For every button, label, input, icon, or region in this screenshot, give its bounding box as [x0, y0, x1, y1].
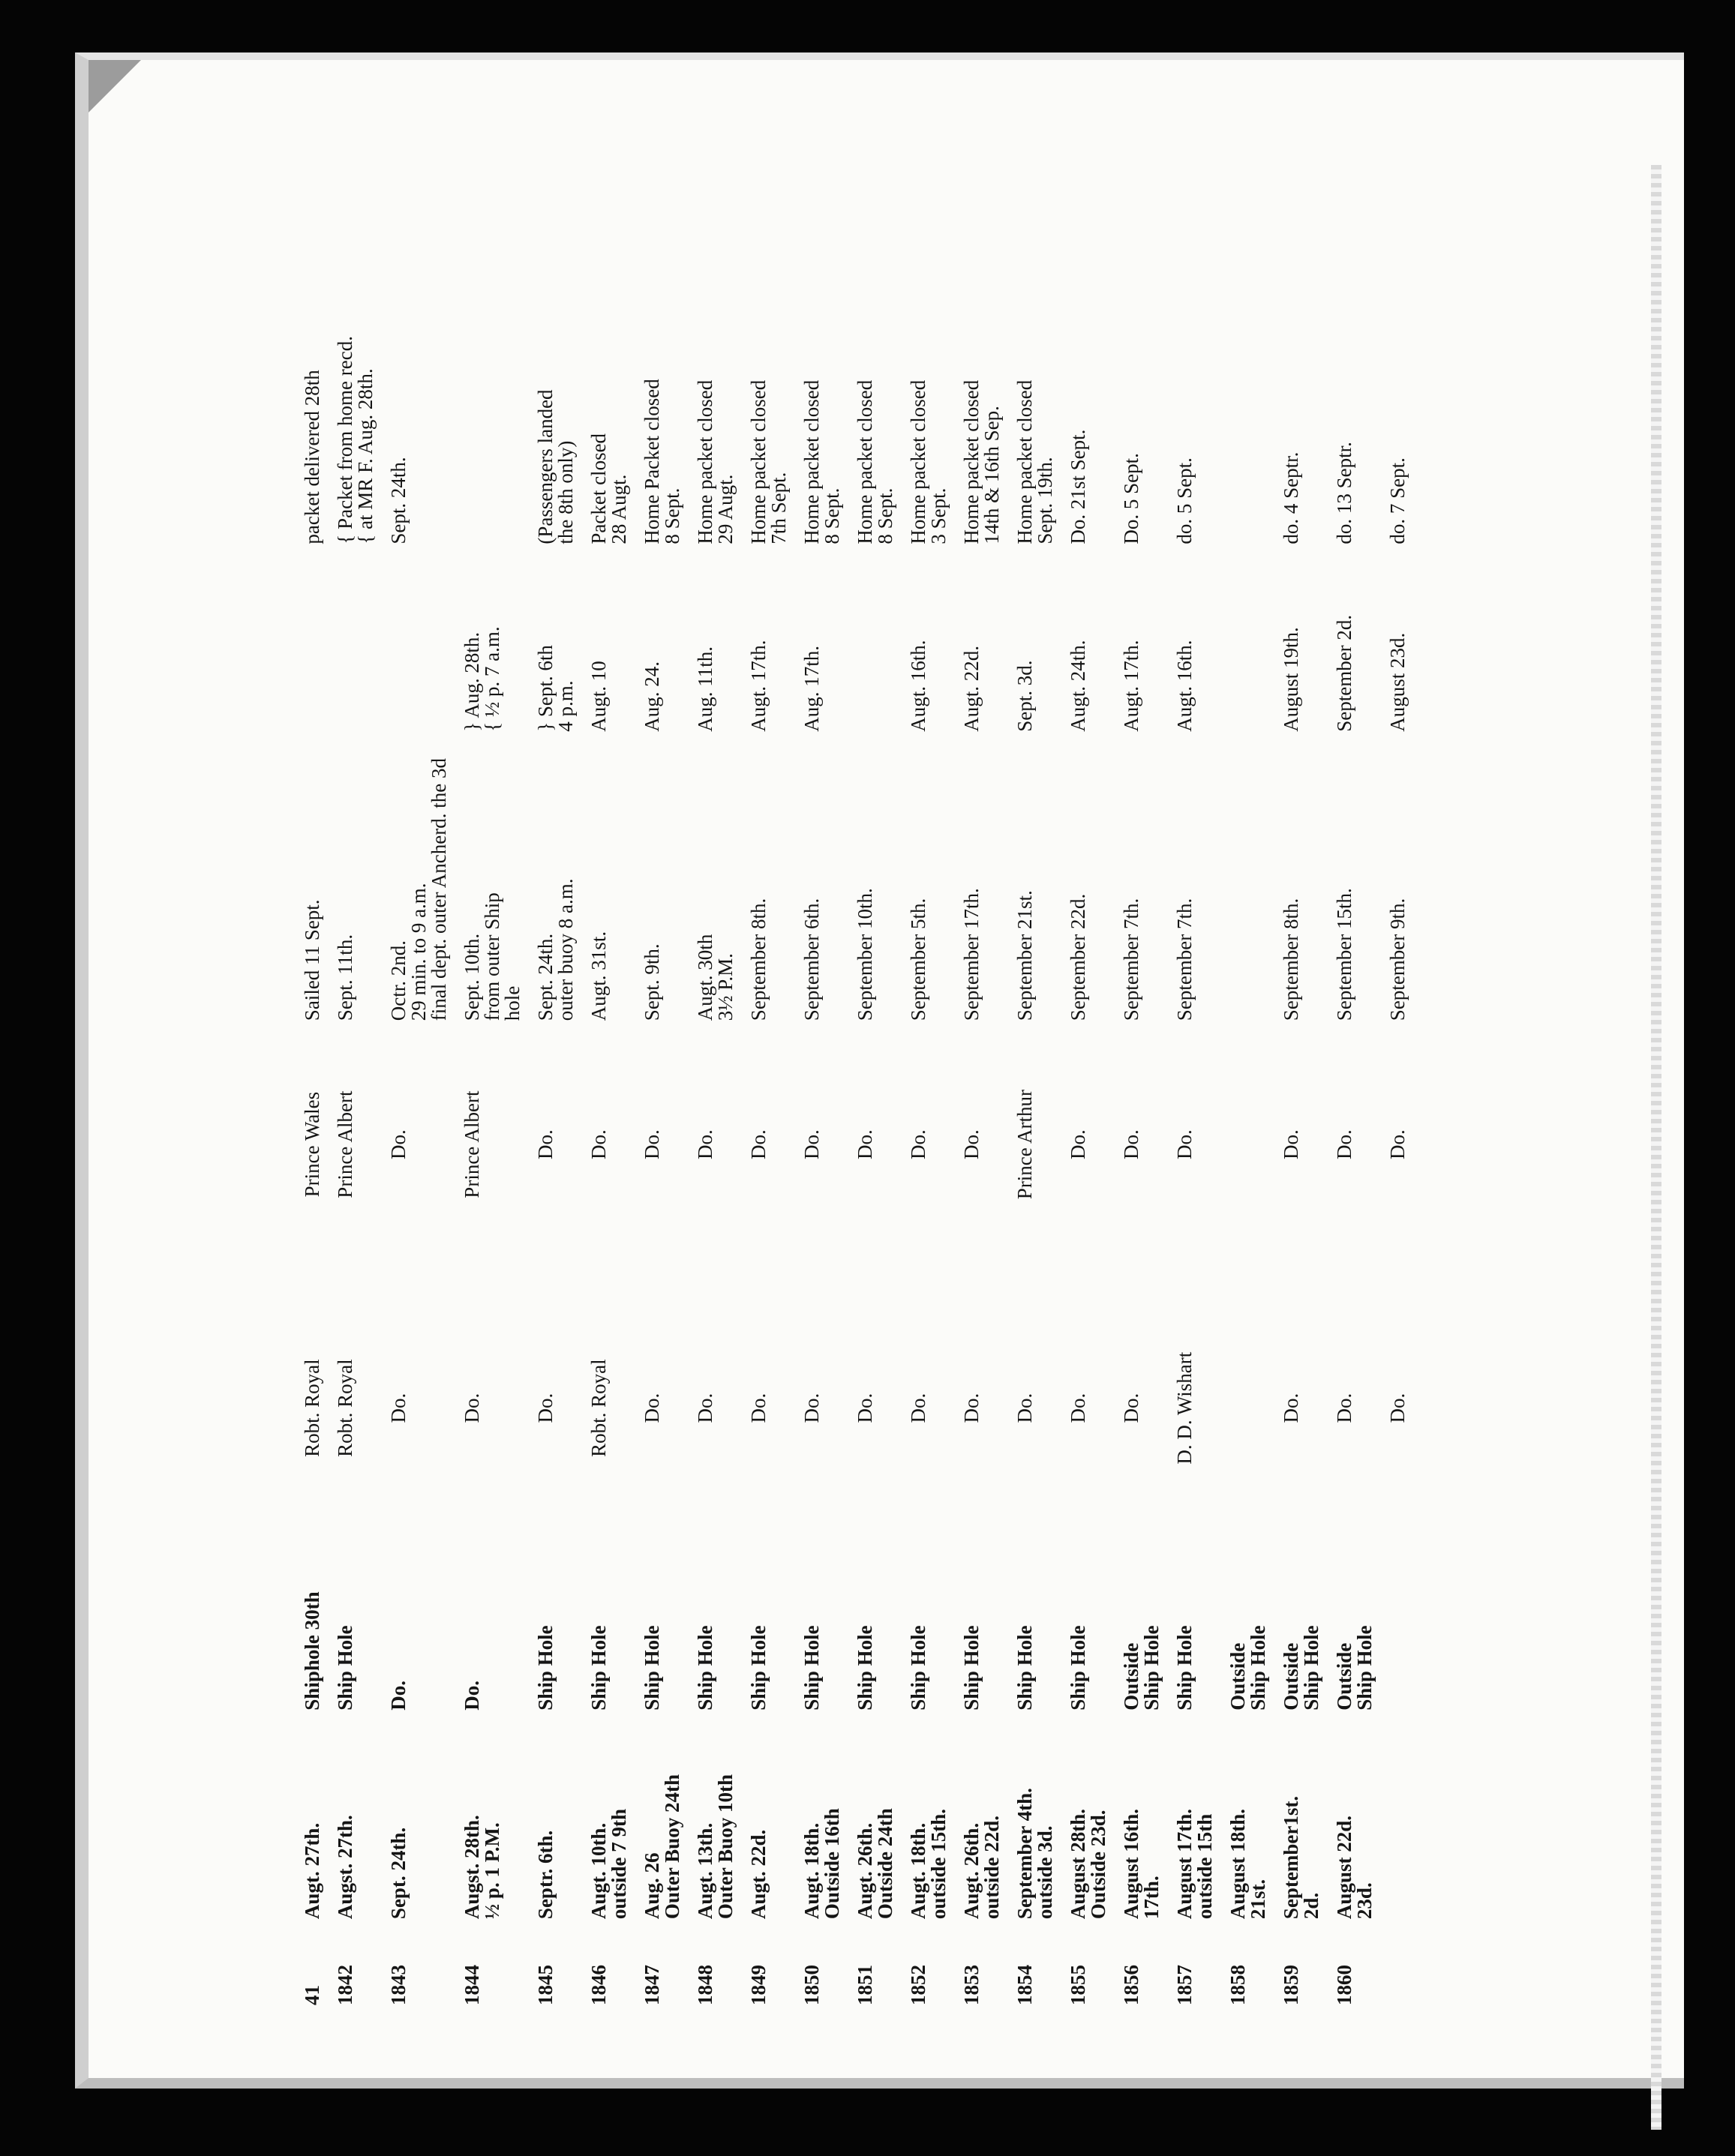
- year-cell: 1844: [461, 1965, 483, 2005]
- sailed-cell: Octr. 2nd. 29 min. to 9 a.m. final dept. outer Ancherd. the 3d: [387, 758, 450, 1021]
- date-cell: [1226, 549, 1279, 736]
- location-cell: Do.: [387, 1680, 410, 1711]
- sailed-cell: September 6th.: [800, 898, 823, 1021]
- arrival-cell: Aug. 26 Outer Buoy 24th: [641, 1774, 683, 1920]
- arrival-cell: Augst. 28th. ½ p. 1 P.M.: [461, 1815, 503, 1920]
- ship-cell: Do.: [1386, 1393, 1409, 1423]
- table-row: [1332, 285, 1385, 2010]
- notes-cell: Home packet closed 29 Augt.: [694, 379, 737, 544]
- table-row: [1119, 285, 1172, 2010]
- notes-cell: do. 4 Septr.: [1280, 451, 1302, 544]
- ship-cell: Do.: [641, 1393, 663, 1423]
- sailed-cell: Sailed 11 Sept.: [301, 899, 323, 1021]
- sailed-cell: Sept. 24th. outer buoy 8 a.m.: [534, 878, 577, 1021]
- arrival-cell: Augt. 10th. outside 7 9th: [587, 1809, 630, 1920]
- ship-cell: Do.: [960, 1393, 983, 1423]
- date-cell: Augt. 16th.: [907, 640, 929, 732]
- year-cell: 1842: [334, 1965, 356, 2005]
- vessel-cell: Do.: [387, 1129, 410, 1159]
- ship-cell: Do.: [747, 1393, 770, 1423]
- arrival-cell: Augt. 22d.: [747, 1829, 770, 1920]
- ship-cell: Do.: [387, 1393, 410, 1423]
- location-cell: Ship Hole: [534, 1625, 557, 1711]
- date-cell: Aug. 24.: [641, 661, 663, 732]
- notes-cell: Home packet closed 8 Sept.: [800, 379, 843, 544]
- notes-cell: do. 5 Sept.: [1173, 457, 1196, 544]
- location-cell: Ship Hole: [854, 1625, 876, 1711]
- arrival-cell: Septr. 6th.: [534, 1830, 557, 1920]
- notes-cell: Do. 5 Sept.: [1120, 453, 1142, 544]
- table-row: [640, 285, 693, 2010]
- notes-cell: Home packet closed 14th & 16th Sep.: [960, 379, 1003, 544]
- table-row: [1385, 285, 1418, 2010]
- notes-cell: Home packet closed 3 Sept.: [907, 379, 950, 544]
- sailed-cell: Augt. 31st.: [587, 931, 610, 1021]
- notes-cell: Packet closed 28 Augt.: [587, 433, 630, 544]
- vessel-cell: Do.: [534, 1129, 557, 1159]
- notes-cell: Home packet closed 8 Sept.: [854, 379, 896, 544]
- year-cell: 1852: [907, 1965, 929, 2005]
- vessel-cell: Do.: [1280, 1129, 1302, 1159]
- location-cell: Ship Hole: [1173, 1625, 1196, 1711]
- sailed-cell: Sept. 9th.: [641, 943, 663, 1021]
- table-row: [1172, 285, 1226, 2010]
- notes-cell: do. 7 Sept.: [1386, 457, 1409, 544]
- date-cell: Aug. 17th.: [800, 646, 823, 732]
- location-cell: Ship Hole: [747, 1625, 770, 1711]
- year-cell: 1854: [1013, 1965, 1036, 2005]
- ship-cell: [1226, 1264, 1279, 1552]
- notes-cell: [460, 285, 533, 549]
- table-row: [1066, 285, 1119, 2010]
- vessel-cell: Do.: [747, 1129, 770, 1159]
- sailed-cell: September 7th.: [1173, 898, 1196, 1021]
- sailed-cell: September 22d.: [1067, 893, 1089, 1021]
- location-cell: Ship Hole: [1013, 1625, 1036, 1711]
- date-cell: [300, 549, 333, 736]
- vessel-cell: Do.: [960, 1129, 983, 1159]
- date-cell: Augt. 24th.: [1067, 640, 1089, 732]
- sailed-cell: Augt. 30th 3½ P.M.: [694, 934, 737, 1021]
- sailed-cell: September 5th.: [907, 898, 929, 1021]
- ship-cell: Do.: [1067, 1393, 1089, 1423]
- ship-cell: Do.: [1120, 1393, 1142, 1423]
- sailed-cell: September 21st.: [1013, 890, 1036, 1021]
- year-cell: 1843: [387, 1965, 410, 2005]
- ship-cell: Robt. Royal: [587, 1359, 610, 1457]
- rotated-table-container: [300, 285, 1425, 2010]
- location-cell: [1385, 1552, 1418, 1714]
- arrival-cell: August 28th. Outside 23d.: [1067, 1809, 1109, 1920]
- location-cell: Ship Hole: [907, 1625, 929, 1711]
- year-cell: 1850: [800, 1965, 823, 2005]
- sailed-cell: Sept. 11th.: [334, 934, 356, 1021]
- vessel-cell: Do.: [641, 1129, 663, 1159]
- ship-cell: D. D. Wishart: [1173, 1351, 1196, 1465]
- year-cell: 1849: [747, 1965, 770, 2005]
- vessel-cell: Do.: [1333, 1129, 1355, 1159]
- year-cell: 1845: [534, 1965, 557, 2005]
- vessel-cell: Do.: [1386, 1129, 1409, 1159]
- vessel-cell: Do.: [907, 1129, 929, 1159]
- table-row: [906, 285, 959, 2010]
- location-cell: Outside Ship Hole: [1120, 1625, 1163, 1711]
- arrival-cell: Sept. 24th.: [387, 1827, 410, 1920]
- table-row: [300, 285, 333, 2010]
- sailed-cell: September 8th.: [1280, 898, 1302, 1021]
- date-cell: Augt. 16th.: [1173, 640, 1196, 732]
- vessel-cell: Do.: [1173, 1129, 1196, 1159]
- notes-cell: Home packet closed Sept. 19th.: [1013, 379, 1056, 544]
- ship-cell: Robt. Royal: [301, 1359, 323, 1457]
- location-cell: Outside Ship Hole: [1280, 1625, 1322, 1711]
- date-cell: Augt. 17th.: [1120, 640, 1142, 732]
- date-cell: Augt. 22d.: [960, 646, 983, 732]
- table-row: [587, 285, 640, 2010]
- sailed-cell: Sept. 10th. from outer Ship hole: [461, 892, 524, 1021]
- sailed-cell: September 10th.: [854, 888, 876, 1021]
- notes-cell: [1226, 285, 1279, 549]
- vessel-cell: Do.: [587, 1129, 610, 1159]
- table-row: [460, 285, 533, 2010]
- table-row: [1013, 285, 1066, 2010]
- arrival-cell: August 16th. 17th.: [1120, 1809, 1163, 1920]
- ship-cell: Robt. Royal: [334, 1359, 356, 1457]
- location-cell: Shiphole 30th: [301, 1591, 323, 1711]
- ship-cell: Do.: [1333, 1393, 1355, 1423]
- year-cell: 1847: [641, 1965, 663, 2005]
- year-cell: 1846: [587, 1965, 610, 2005]
- location-cell: Ship Hole: [587, 1625, 610, 1711]
- date-cell: August 23d.: [1386, 632, 1409, 732]
- year-cell: [1385, 1924, 1418, 2010]
- vessel-cell: Do.: [694, 1129, 716, 1159]
- year-cell: 1848: [694, 1965, 716, 2005]
- year-cell: 1853: [960, 1965, 983, 2005]
- table-row: [1226, 285, 1279, 2010]
- sailed-cell: September 17th.: [960, 888, 983, 1021]
- location-cell: Outside Ship Hole: [1333, 1625, 1376, 1711]
- vessel-cell: Do.: [1067, 1129, 1089, 1159]
- date-cell: } Sept. 6th 4 p.m.: [534, 645, 577, 732]
- sailed-cell: September 9th.: [1386, 898, 1409, 1021]
- year-cell: 1855: [1067, 1965, 1089, 2005]
- date-cell: September 2d.: [1333, 614, 1355, 732]
- vessel-cell: Do.: [1120, 1129, 1142, 1159]
- date-cell: [333, 549, 386, 736]
- table-row: [853, 285, 906, 2010]
- date-cell: [386, 549, 460, 736]
- sailed-cell: September 15th.: [1333, 888, 1355, 1021]
- table-row: [959, 285, 1013, 2010]
- date-cell: Augt. 10: [587, 661, 610, 732]
- arrival-cell: Augst. 27th.: [334, 1815, 356, 1920]
- ship-cell: Do.: [907, 1393, 929, 1423]
- date-cell: August 19th.: [1280, 627, 1302, 732]
- vessel-cell: Prince Albert: [461, 1090, 483, 1198]
- page-corner-fold: [89, 60, 141, 112]
- notes-cell: Do. 21st Sept.: [1067, 429, 1089, 544]
- notes-cell: Home packet closed 7th Sept.: [747, 379, 790, 544]
- notes-cell: packet delivered 28th: [301, 370, 323, 544]
- date-cell: Aug. 11th.: [694, 646, 716, 732]
- ship-cell: Do.: [854, 1393, 876, 1423]
- year-cell: 1851: [854, 1965, 876, 2005]
- arrival-cell: Augt. 26th. outside 22d.: [960, 1816, 1003, 1920]
- location-cell: Do.: [461, 1680, 483, 1711]
- vessel-cell: Prince Albert: [334, 1090, 356, 1198]
- arrival-cell: [1385, 1715, 1418, 1924]
- table-row: [533, 285, 587, 2010]
- year-cell: 41: [301, 1985, 323, 2005]
- notes-cell: Sept. 24th.: [387, 457, 410, 544]
- vessel-cell: Do.: [800, 1129, 823, 1159]
- vessel-cell: Do.: [854, 1129, 876, 1159]
- location-cell: Outside Ship Hole: [1226, 1625, 1269, 1711]
- date-cell: } Aug. 28th. { ½ p. 7 a.m.: [461, 626, 503, 732]
- date-cell: Sept. 3d.: [1013, 660, 1036, 732]
- arrival-departure-table: [300, 285, 1418, 2010]
- ship-cell: Do.: [800, 1393, 823, 1423]
- ship-cell: Do.: [1013, 1393, 1036, 1423]
- arrival-cell: September1st. 2d.: [1280, 1795, 1322, 1920]
- location-cell: Ship Hole: [960, 1625, 983, 1711]
- ship-cell: Do.: [1280, 1393, 1302, 1423]
- year-cell: 1856: [1120, 1965, 1142, 2005]
- arrival-cell: August 18th. 21st.: [1226, 1809, 1269, 1920]
- sailed-cell: [1226, 736, 1279, 1025]
- arrival-cell: Augt. 27th.: [301, 1822, 323, 1920]
- notes-cell: (Passengers landed the 8th only): [534, 389, 577, 544]
- location-cell: Ship Hole: [1067, 1625, 1089, 1711]
- table-row: [386, 285, 460, 2010]
- location-cell: Ship Hole: [641, 1625, 663, 1711]
- year-cell: 1859: [1280, 1965, 1302, 2005]
- ship-cell: Do.: [534, 1393, 557, 1423]
- ship-cell: Do.: [461, 1393, 483, 1423]
- table-row: [1279, 285, 1332, 2010]
- location-cell: Ship Hole: [800, 1625, 823, 1711]
- vessel-cell: Prince Wales: [301, 1091, 323, 1198]
- location-cell: Ship Hole: [334, 1625, 356, 1711]
- sailed-cell: September 8th.: [747, 898, 770, 1021]
- ship-cell: Do.: [694, 1393, 716, 1423]
- vessel-cell: [1226, 1025, 1279, 1264]
- arrival-cell: Augt. 18th. Outside 16th: [800, 1808, 843, 1920]
- table-row: [693, 285, 746, 2010]
- table-row: [800, 285, 853, 2010]
- year-cell: 1860: [1333, 1965, 1355, 2005]
- table-row: [746, 285, 800, 2010]
- sailed-cell: September 7th.: [1120, 898, 1142, 1021]
- date-cell: [853, 549, 906, 736]
- year-cell: 1858: [1226, 1965, 1249, 2005]
- date-cell: Augt. 17th.: [747, 640, 770, 732]
- notes-cell: { Packet from home recd. { at MR F. Aug. 28th.: [334, 336, 377, 544]
- arrival-cell: Augt. 13th. Outer Buoy 10th: [694, 1774, 737, 1920]
- vessel-cell: Prince Arthur: [1013, 1089, 1036, 1200]
- arrival-cell: September 4th. outside 3d.: [1013, 1788, 1056, 1920]
- arrival-cell: Augt. 26th. Outside 24th: [854, 1808, 896, 1920]
- table-row: [333, 285, 386, 2010]
- page-edge: [1651, 165, 1661, 2130]
- arrival-cell: August 17th. outside 15th: [1173, 1809, 1216, 1920]
- arrival-cell: August 22d. 23d.: [1333, 1816, 1376, 1920]
- notes-cell: Home Packet closed 8 Sept.: [641, 379, 683, 544]
- year-cell: 1857: [1173, 1965, 1196, 2005]
- arrival-cell: Augt. 18th. outside 15th.: [907, 1809, 950, 1920]
- location-cell: Ship Hole: [694, 1625, 716, 1711]
- notes-cell: do. 13 Septr.: [1333, 442, 1355, 544]
